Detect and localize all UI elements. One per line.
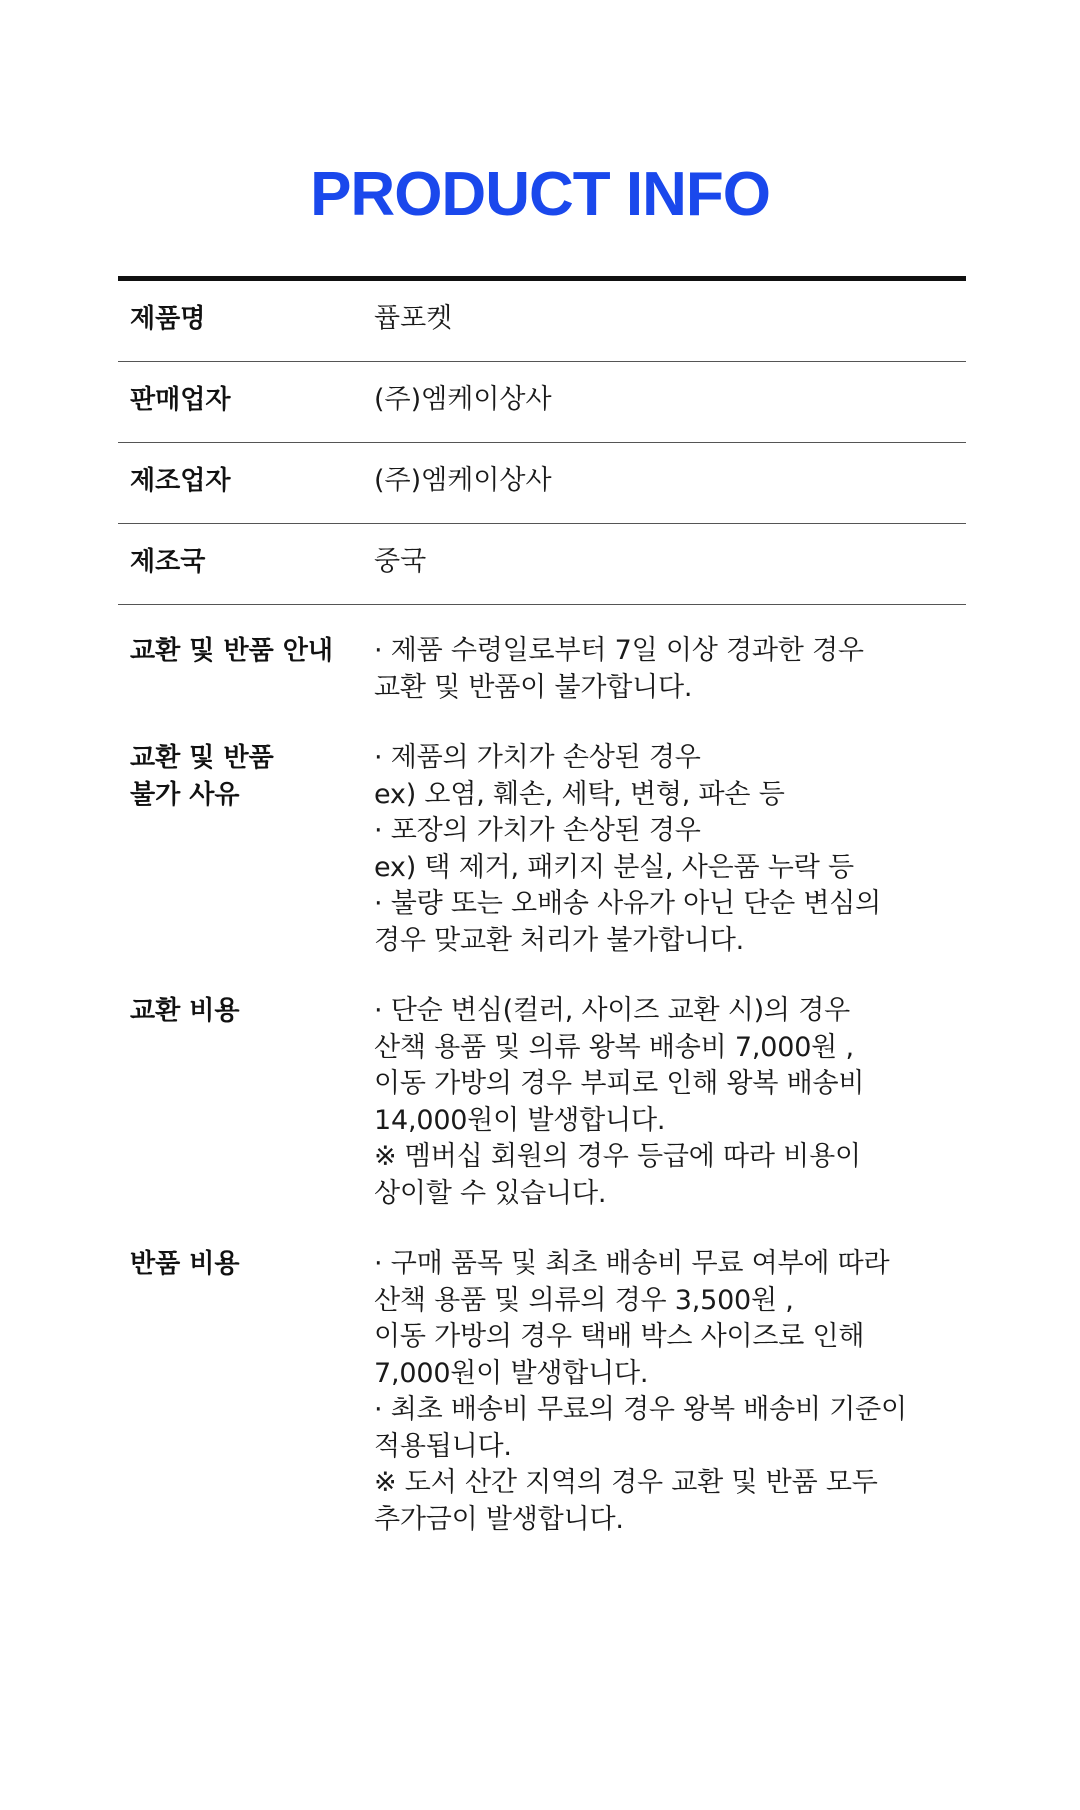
policy-line: · 포장의 가치가 손상된 경우 — [374, 815, 701, 846]
policy-text — [374, 1246, 907, 1546]
policy-section-return-cost — [118, 1246, 966, 1546]
policy-section-non-returnable — [118, 740, 966, 970]
policy-line: 이동 가방의 경우 부피로 인해 왕복 배송비 — [374, 1068, 865, 1099]
policy-text — [374, 740, 881, 970]
info-label: 제조국 — [130, 547, 206, 577]
policy-line: · 구매 품목 및 최초 배송비 무료 여부에 따라 — [374, 1248, 890, 1279]
policy-line: · 제품 수령일로부터 7일 이상 경과한 경우 — [374, 635, 864, 666]
policy-line: 적용됩니다. — [374, 1430, 512, 1462]
policy-line: · 제품의 가치가 손상된 경우 — [374, 742, 701, 773]
policy-line: 추가금이 발생합니다. — [374, 1503, 624, 1535]
policy-text — [374, 633, 864, 717]
policy-section-exchange-cost — [118, 993, 966, 1223]
policy-text — [374, 993, 864, 1223]
info-label: 제품명 — [130, 304, 206, 334]
policy-line: 교환 및 반품이 불가합니다. — [374, 671, 693, 703]
policy-section-exchange-guide — [118, 633, 966, 717]
info-value: (주)엠케이상사 — [374, 465, 552, 496]
policy-line: · 단순 변심(컬러, 사이즈 교환 시)의 경우 — [374, 995, 850, 1026]
info-row-seller — [118, 362, 966, 443]
policy-line: ※ 멤버십 회원의 경우 등급에 따라 비용이 — [374, 1141, 861, 1172]
policy-line: 이동 가방의 경우 택배 박스 사이즈로 인해 — [374, 1321, 865, 1352]
product-info-table — [118, 276, 966, 1546]
info-row-product-name — [118, 281, 966, 362]
info-row-manufacturer — [118, 443, 966, 524]
info-label: 판매업자 — [130, 385, 231, 415]
policy-line: 산책 용품 및 의류 왕복 배송비 7,000원 , — [374, 1031, 854, 1063]
policy-label: 반품 비용 — [130, 1249, 240, 1279]
policy-line: 산책 용품 및 의류의 경우 3,500원 , — [374, 1284, 794, 1316]
policy-line: · 최초 배송비 무료의 경우 왕복 배송비 기준이 — [374, 1394, 907, 1425]
policy-line: ex) 오염, 훼손, 세탁, 변형, 파손 등 — [374, 778, 785, 810]
info-value: (주)엠케이상사 — [374, 384, 552, 415]
info-row-country — [118, 524, 966, 605]
policy-line: · 불량 또는 오배송 사유가 아닌 단순 변심의 — [374, 888, 882, 919]
policy-label: 교환 및 반품 안내 — [130, 636, 333, 666]
policy-line: 상이할 수 있습니다. — [374, 1177, 607, 1209]
policy-line: 경우 맞교환 처리가 불가합니다. — [374, 924, 744, 956]
info-value: 중국 — [374, 546, 427, 577]
policy-label: 교환 및 반품 불가 사유 — [130, 743, 274, 810]
policy-line: 7,000원이 발생합니다. — [374, 1357, 649, 1389]
info-value: 퓹포켓 — [374, 303, 453, 334]
policy-line: ※ 도서 산간 지역의 경우 교환 및 반품 모두 — [374, 1467, 878, 1498]
info-label: 제조업자 — [130, 466, 231, 496]
page-title: PRODUCT INFO — [310, 160, 770, 229]
policy-label: 교환 비용 — [130, 996, 240, 1026]
policy-line: ex) 택 제거, 패키지 분실, 사은품 누락 등 — [374, 851, 854, 883]
policy-line: 14,000원이 발생합니다. — [374, 1104, 666, 1136]
